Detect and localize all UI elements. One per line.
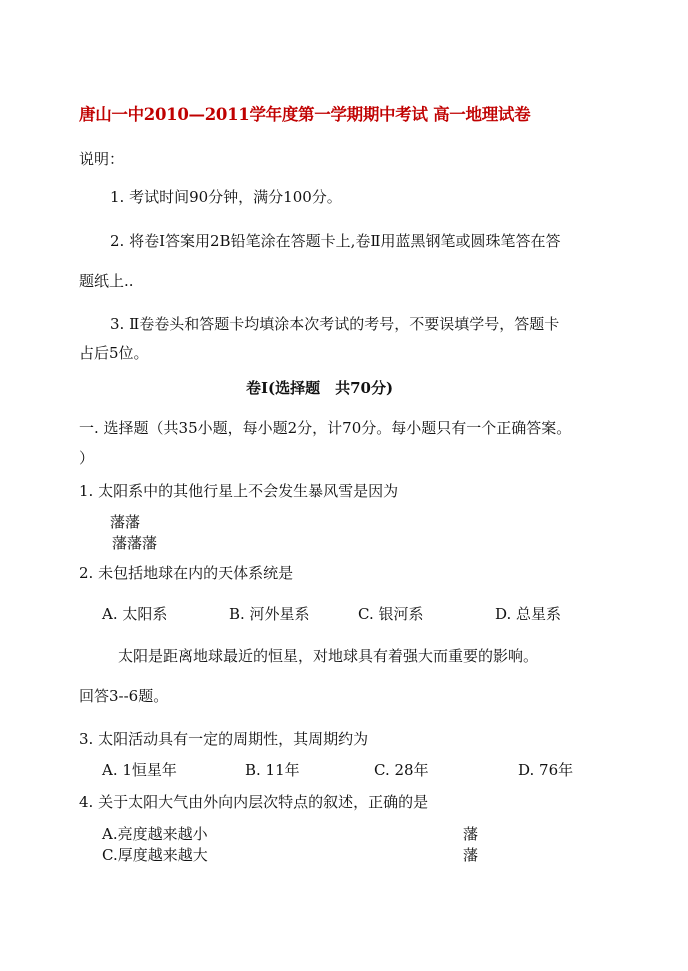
question-2-option-b: B. 河外星系 — [229, 605, 310, 623]
section-1-intro-line-1: 一. 选择题（共35小题，每小题2分，计70分。每小题只有一个正确答案。 — [79, 419, 572, 437]
instruction-item-1: 1. 考试时间90分钟，满分100分。 — [110, 188, 342, 206]
question-4-option-c: C.厚度越来越大 — [102, 846, 208, 864]
instruction-item-2-line-1: 2. 将卷Ⅰ答案用2B铅笔涂在答题卡上,卷Ⅱ用蓝黑钢笔或圆珠笔答在答 — [110, 232, 561, 250]
question-4-artifact-right-2: 藩 — [463, 846, 479, 864]
section-1-intro-line-2: ） — [79, 449, 95, 467]
question-3-option-b: B. 11年 — [245, 761, 300, 779]
section-1-heading: 卷Ⅰ(选择题 共70分) — [246, 379, 394, 397]
question-2-option-c: C. 银河系 — [358, 605, 424, 623]
question-2-option-a: A. 太阳系 — [102, 605, 168, 623]
instruction-item-3-line-2: 占后5位。 — [79, 344, 149, 362]
question-1-artifact-1: 藩藩 — [110, 513, 141, 531]
question-3-option-d: D. 76年 — [518, 761, 574, 779]
instruction-item-3-line-1: 3. Ⅱ卷卷头和答题卡均填涂本次考试的考号，不要误填学号，答题卡 — [110, 315, 560, 333]
instructions-heading: 说明： — [79, 150, 125, 168]
passage-line-1: 太阳是距离地球最近的恒星，对地球具有着强大而重要的影响。 — [118, 647, 539, 665]
question-4-artifact-right-1: 藩 — [463, 825, 479, 843]
question-3-option-c: C. 28年 — [374, 761, 429, 779]
question-2-option-d: D. 总星系 — [495, 605, 562, 623]
question-3-stem: 3. 太阳活动具有一定的周期性，其周期约为 — [79, 730, 369, 748]
passage-line-2: 回答3--6题。 — [79, 687, 169, 705]
question-3-option-a: A. 1恒星年 — [102, 761, 177, 779]
question-1-stem: 1. 太阳系中的其他行星上不会发生暴风雪是因为 — [79, 482, 399, 500]
question-4-stem: 4. 关于太阳大气由外向内层次特点的叙述，正确的是 — [79, 793, 429, 811]
instruction-item-2-line-2: 题纸上.. — [79, 272, 134, 290]
exam-title: 唐山一中2010—2011学年度第一学期期中考试 高一地理试卷 — [79, 105, 531, 124]
question-1-artifact-2: 藩藩藩 — [112, 534, 158, 552]
question-4-option-a: A.亮度越来越小 — [102, 825, 208, 843]
question-2-stem: 2. 未包括地球在内的天体系统是 — [79, 564, 294, 582]
